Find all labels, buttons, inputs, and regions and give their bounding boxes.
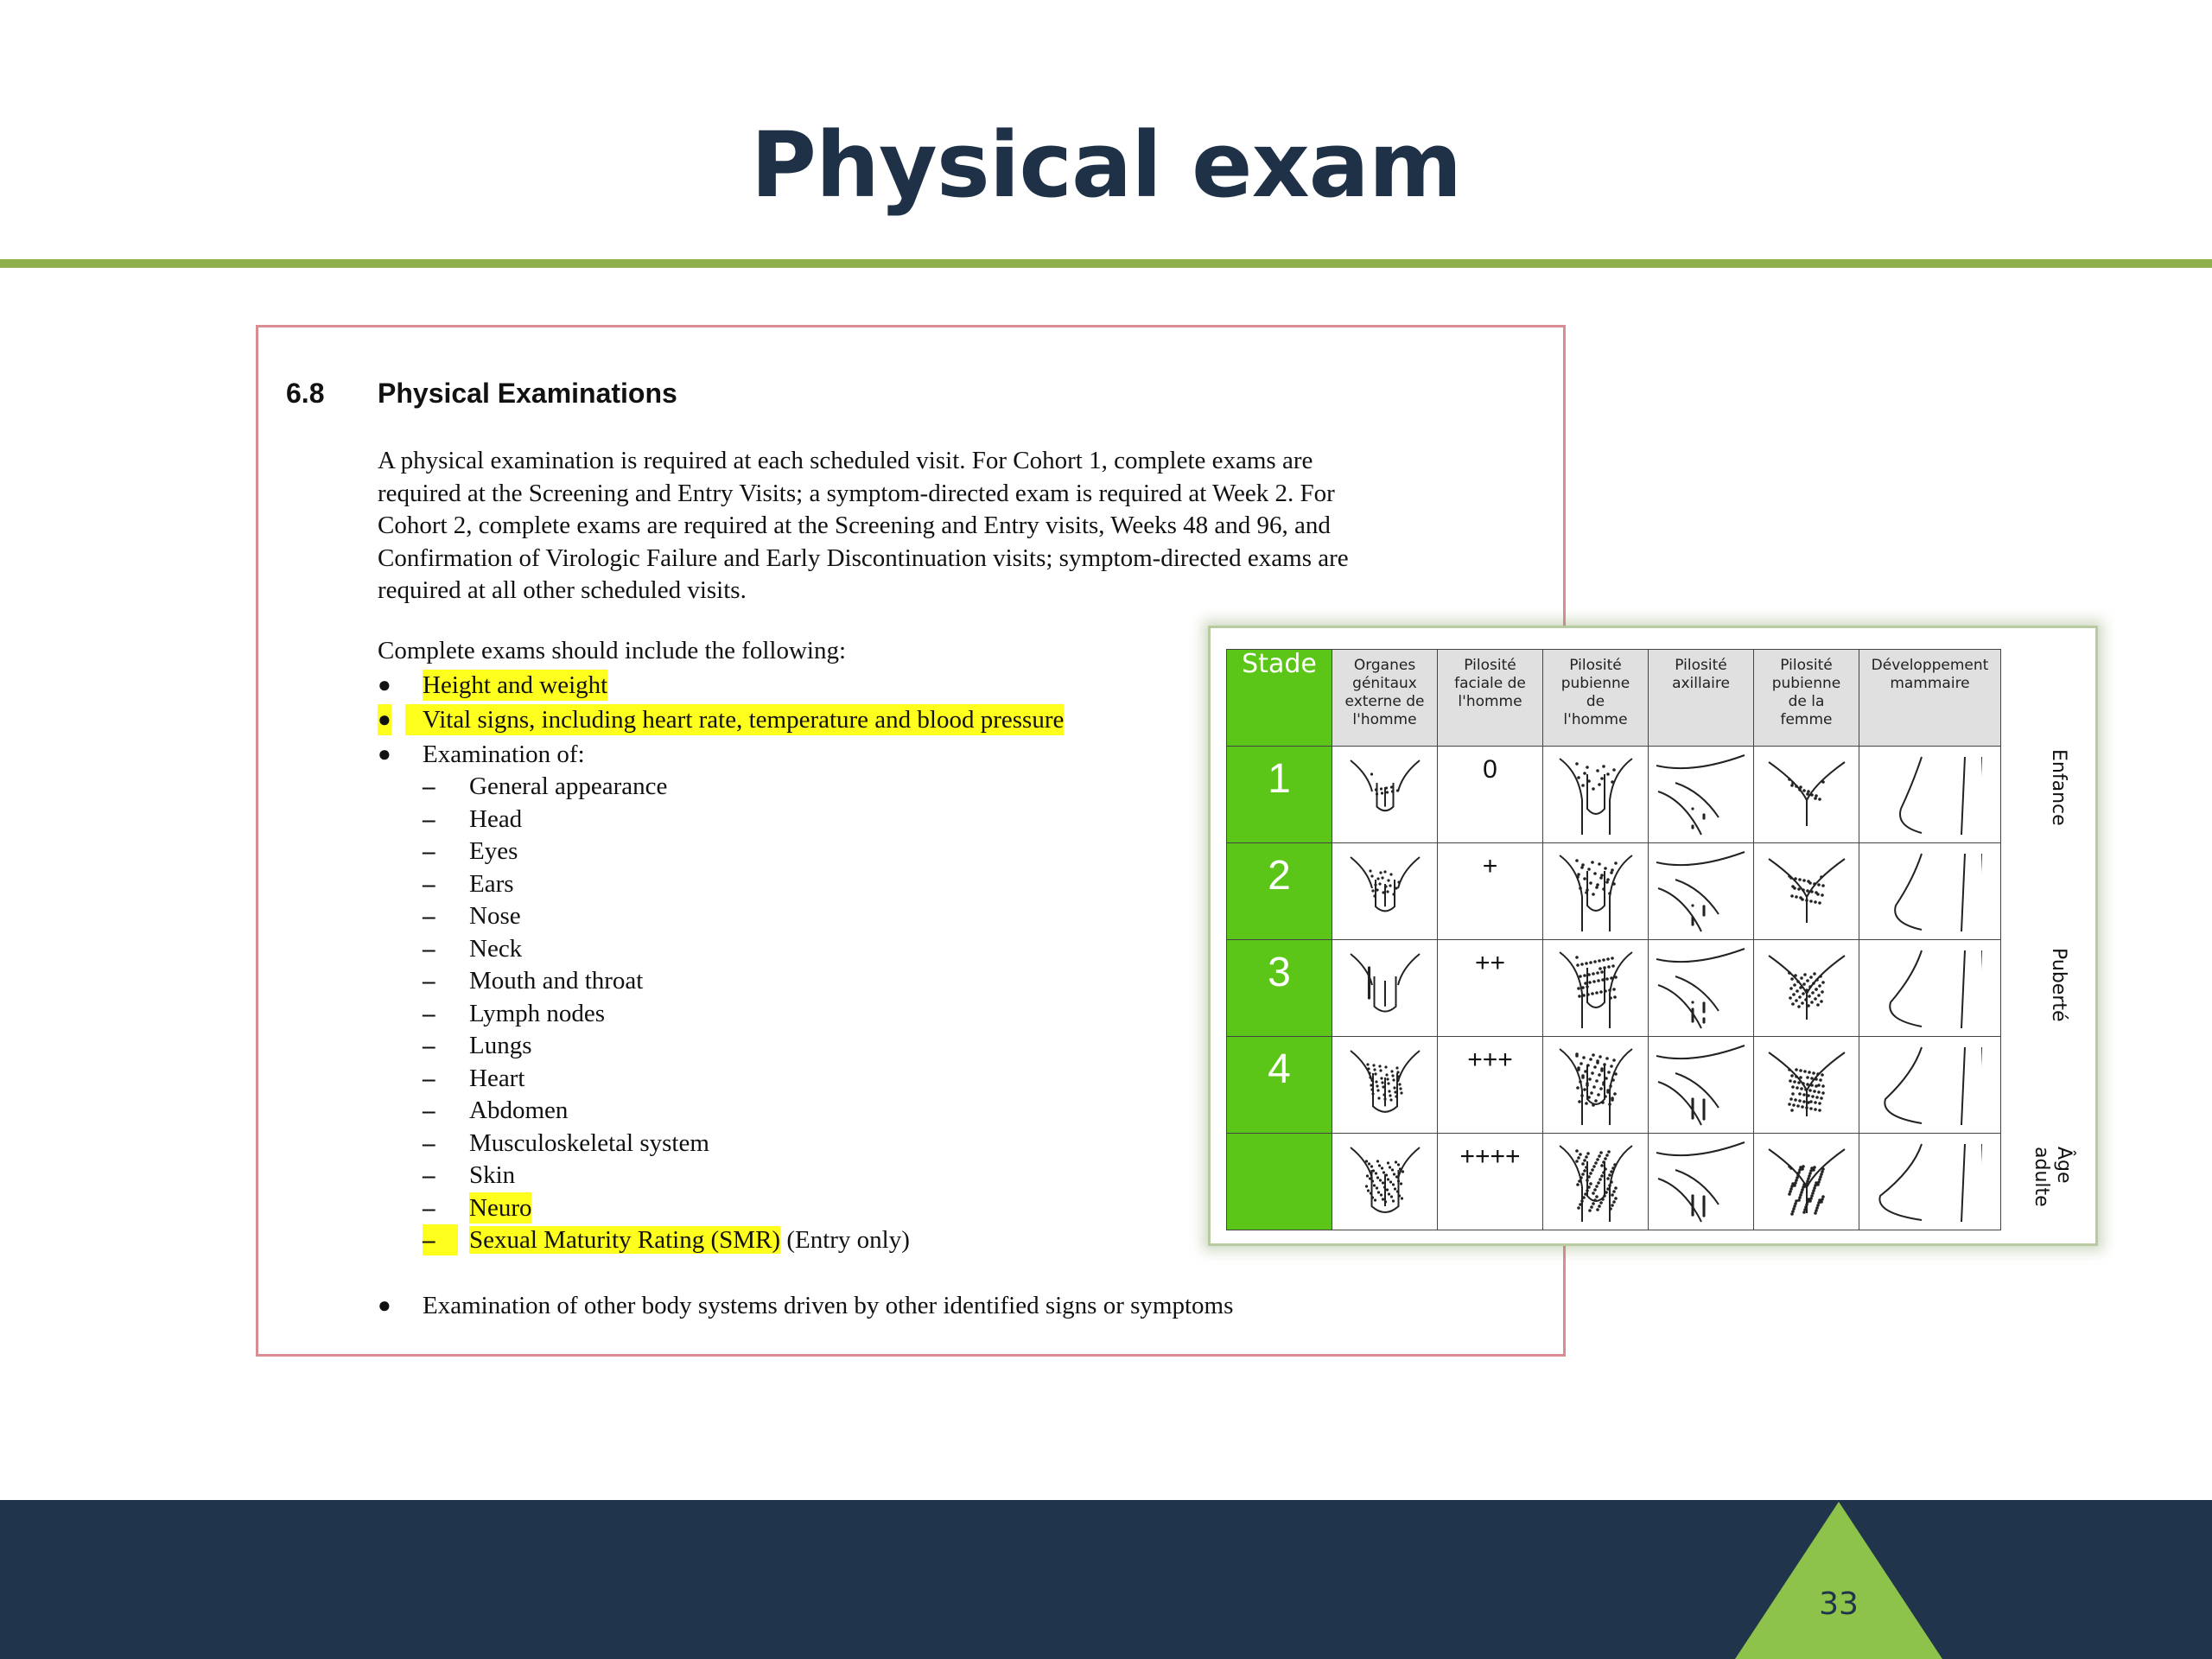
dash-icon: – xyxy=(423,935,435,963)
axillary-cell xyxy=(1649,843,1754,940)
paragraph-line: required at all other scheduled visits. xyxy=(378,576,747,604)
header-male-pubic-hair: Pilosité pubienne de l'homme xyxy=(1543,650,1649,747)
tanner-sketch xyxy=(1544,748,1648,842)
bullet-icon: ● xyxy=(378,1293,391,1318)
sub-item-label: Eyes xyxy=(469,837,518,865)
sub-item-label: Head xyxy=(469,805,523,833)
breast-cell xyxy=(1859,1037,2001,1134)
dash-icon: – xyxy=(423,1096,435,1124)
male-pubic-cell xyxy=(1543,747,1649,843)
dash-icon: – xyxy=(423,1000,435,1027)
axillary-cell xyxy=(1649,747,1754,843)
smr-stage-row xyxy=(1227,1037,2001,1134)
tanner-sketch xyxy=(1755,942,1859,1035)
smr-suffix: (Entry only) xyxy=(780,1226,910,1254)
tanner-sketch xyxy=(1878,748,1982,842)
facial-hair-cell: +++ xyxy=(1438,1037,1543,1134)
dash-icon: – xyxy=(423,772,435,800)
dash-icon: – xyxy=(423,1194,435,1222)
dash-icon: – xyxy=(423,805,435,833)
tanner-sketch xyxy=(1544,942,1648,1035)
tanner-sketch xyxy=(1649,1039,1753,1132)
header-breast-development: Développement mammaire xyxy=(1859,650,2001,747)
sub-item-label: General appearance xyxy=(469,772,668,800)
tanner-sketch xyxy=(1755,845,1859,938)
bullet-vital-signs: Vital signs, including heart rate, temperature and blood pressure xyxy=(405,704,1064,735)
smr-table xyxy=(1226,649,2001,1230)
page-number-triangle xyxy=(1735,1502,1942,1659)
side-label-puberty: Puberté xyxy=(2048,948,2069,1022)
dash-icon: – xyxy=(423,1065,435,1092)
tanner-sketch xyxy=(1333,942,1437,1035)
list-intro: Complete exams should include the following: xyxy=(378,637,847,664)
stage-number xyxy=(1227,1134,1332,1230)
tanner-sketch xyxy=(1649,1135,1753,1229)
tanner-sketch xyxy=(1649,845,1753,938)
male-pubic-cell xyxy=(1543,843,1649,940)
female-pubic-cell xyxy=(1754,1037,1859,1134)
male-pubic-cell xyxy=(1543,940,1649,1037)
stage-number: 3 xyxy=(1227,940,1332,1037)
axillary-cell xyxy=(1649,940,1754,1037)
tanner-sketch xyxy=(1878,1135,1982,1229)
smr-body xyxy=(1227,747,2001,1230)
stage-number: 1 xyxy=(1227,747,1332,843)
dash-icon: – xyxy=(423,902,435,930)
slide-title: Physical exam xyxy=(750,112,1462,218)
male-genitalia-cell xyxy=(1332,1037,1438,1134)
male-pubic-cell xyxy=(1543,1134,1649,1230)
breast-cell xyxy=(1859,843,2001,940)
tanner-sketch xyxy=(1878,942,1982,1035)
male-pubic-cell xyxy=(1543,1037,1649,1134)
tanner-sketch xyxy=(1333,845,1437,938)
tanner-sketch xyxy=(1333,748,1437,842)
tanner-sketch xyxy=(1755,748,1859,842)
sub-item-label: Abdomen xyxy=(469,1096,569,1124)
sub-item-label: Lymph nodes xyxy=(469,1000,606,1027)
breast-cell xyxy=(1859,1134,2001,1230)
header-axillary-hair: Pilosité axillaire xyxy=(1649,650,1754,747)
paragraph-line: Confirmation of Virologic Failure and Early Discontinuation visits; symptom-directed exams are xyxy=(378,543,1349,572)
sub-item-label: Neck xyxy=(469,935,523,963)
facial-hair-cell: ++++ xyxy=(1438,1134,1543,1230)
sub-item-label: Lungs xyxy=(469,1032,532,1059)
female-pubic-cell xyxy=(1754,747,1859,843)
sub-item-label: Sexual Maturity Rating (SMR) xyxy=(469,1226,781,1254)
bullet-height-weight: Height and weight xyxy=(423,671,608,699)
stage-number: 2 xyxy=(1227,843,1332,940)
sub-item-label: Mouth and throat xyxy=(469,967,644,995)
header-male-facial-hair: Pilosité faciale de l'homme xyxy=(1438,650,1543,747)
page-number: 33 xyxy=(1819,1586,1859,1622)
axillary-cell xyxy=(1649,1134,1754,1230)
sub-item-label: Neuro xyxy=(469,1194,532,1222)
title-divider xyxy=(0,259,2212,268)
stage-number: 4 xyxy=(1227,1037,1332,1134)
male-genitalia-cell xyxy=(1332,843,1438,940)
smr-header-row xyxy=(1227,650,2001,747)
facial-hair-cell: + xyxy=(1438,843,1543,940)
dash-icon: – xyxy=(423,1129,435,1157)
male-genitalia-cell xyxy=(1332,1134,1438,1230)
axillary-cell xyxy=(1649,1037,1754,1134)
dash-icon: – xyxy=(423,1161,435,1189)
facial-hair-cell: 0 xyxy=(1438,747,1543,843)
bullet-other-systems: Examination of other body systems driven by other identified signs or symptoms xyxy=(423,1292,1234,1319)
section-number: 6.8 xyxy=(286,378,325,409)
sub-item-label: Nose xyxy=(469,902,521,930)
dash-icon: – xyxy=(423,837,435,865)
side-label-childhood: Enfance xyxy=(2048,749,2069,826)
bullet-icon: ● xyxy=(378,704,391,735)
tanner-sketch xyxy=(1544,1039,1648,1132)
tanner-sketch xyxy=(1878,1039,1982,1132)
male-genitalia-cell xyxy=(1332,940,1438,1037)
header-female-pubic-hair: Pilosité pubienne de la femme xyxy=(1754,650,1859,747)
dash-icon: – xyxy=(423,967,435,995)
bullet-icon: ● xyxy=(378,672,391,697)
female-pubic-cell xyxy=(1754,843,1859,940)
tanner-sketch xyxy=(1544,845,1648,938)
breast-cell xyxy=(1859,747,2001,843)
intro-paragraph xyxy=(378,445,1501,607)
bullet-examination-of: Examination of: xyxy=(423,741,585,768)
paragraph-line: Cohort 2, complete exams are required at the Screening and Entry visits, Weeks 48 and 96, and xyxy=(378,512,1331,539)
dash-icon: – xyxy=(423,1224,458,1255)
smr-stage-row xyxy=(1227,843,2001,940)
tanner-sketch xyxy=(1878,845,1982,938)
sub-item-label: Musculoskeletal system xyxy=(469,1129,709,1157)
tanner-sketch xyxy=(1649,748,1753,842)
male-genitalia-cell xyxy=(1332,747,1438,843)
dash-icon: – xyxy=(423,1032,435,1059)
smr-stage-row xyxy=(1227,747,2001,843)
tanner-sketch xyxy=(1333,1135,1437,1229)
section-title: Physical Examinations xyxy=(378,378,677,409)
smr-stage-row xyxy=(1227,940,2001,1037)
bullet-icon: ● xyxy=(378,741,391,766)
tanner-sketch xyxy=(1755,1039,1859,1132)
breast-cell xyxy=(1859,940,2001,1037)
paragraph-line: required at the Screening and Entry Visits; a symptom-directed exam is required at Week 2. For xyxy=(378,479,1335,507)
side-label-adult: Âge adulte xyxy=(2031,1147,2075,1207)
female-pubic-cell xyxy=(1754,940,1859,1037)
paragraph-line: A physical examination is required at each scheduled visit. For Cohort 1, complete exams are xyxy=(378,447,1313,474)
dash-icon: – xyxy=(423,870,435,898)
sub-item-label: Ears xyxy=(469,870,514,898)
tanner-sketch xyxy=(1544,1135,1648,1229)
smr-stage-row xyxy=(1227,1134,2001,1230)
female-pubic-cell xyxy=(1754,1134,1859,1230)
sub-item-label: Skin xyxy=(469,1161,516,1189)
tanner-sketch xyxy=(1333,1039,1437,1132)
sub-item-label: Heart xyxy=(469,1065,525,1092)
header-stade: Stade xyxy=(1227,650,1332,747)
tanner-sketch xyxy=(1649,942,1753,1035)
tanner-sketch xyxy=(1755,1135,1859,1229)
facial-hair-cell: ++ xyxy=(1438,940,1543,1037)
smr-tanner-chart xyxy=(1208,626,2098,1246)
header-male-genitalia: Organes génitaux externe de l'homme xyxy=(1332,650,1438,747)
